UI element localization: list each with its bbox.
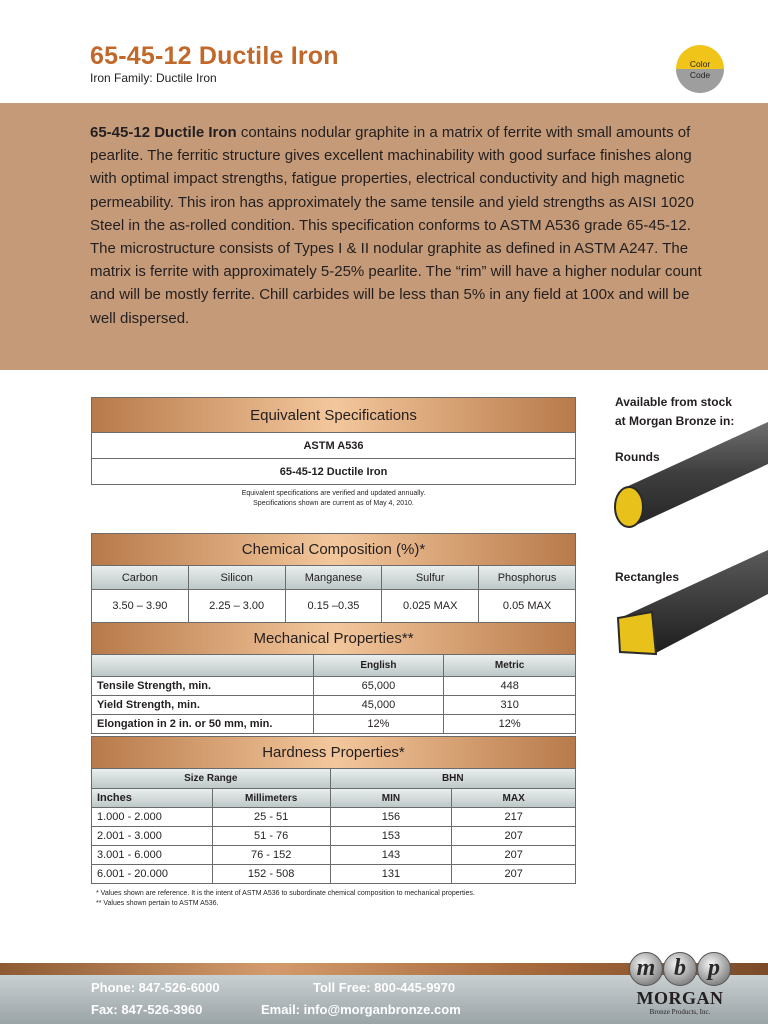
intro-lead: 65-45-12 Ductile Iron bbox=[90, 124, 237, 141]
chemical-composition-table bbox=[91, 533, 576, 623]
table-row bbox=[92, 827, 576, 846]
round-bar-image bbox=[612, 420, 768, 532]
mech-header-blank bbox=[92, 655, 314, 677]
hardness-inches: 2.001 - 3.000 bbox=[92, 827, 213, 846]
hardness-mm: 25 - 51 bbox=[212, 808, 330, 827]
hardness-max: 217 bbox=[452, 808, 576, 827]
mech-row-english: 12% bbox=[313, 715, 444, 734]
hardness-inches: 3.001 - 6.000 bbox=[92, 846, 213, 865]
equivalent-heading: Equivalent Specifications bbox=[92, 398, 576, 433]
chem-header: Silicon bbox=[188, 566, 285, 590]
mech-header-metric: Metric bbox=[444, 655, 576, 677]
hardness-mm: 76 - 152 bbox=[212, 846, 330, 865]
rectangle-bar-image bbox=[612, 542, 768, 666]
chem-value: 2.25 – 3.00 bbox=[188, 590, 285, 623]
morgan-logo bbox=[625, 952, 735, 1022]
mech-row-english: 65,000 bbox=[313, 677, 444, 696]
chem-header: Phosphorus bbox=[479, 566, 576, 590]
stock-line-2: at Morgan Bronze in: bbox=[615, 414, 735, 428]
footer-phone: Phone: 847-526-6000 bbox=[91, 980, 220, 995]
mechanical-heading: Mechanical Properties** bbox=[92, 623, 576, 655]
logo-name: MORGAN bbox=[636, 988, 724, 1008]
intro-paragraph bbox=[90, 121, 710, 330]
chem-header: Manganese bbox=[285, 566, 382, 590]
mech-row-metric: 12% bbox=[444, 715, 576, 734]
footer-email[interactable]: Email: info@morganbronze.com bbox=[261, 1002, 461, 1017]
mechanical-properties-table bbox=[91, 622, 576, 734]
hardness-mm: 152 - 508 bbox=[212, 865, 330, 884]
footnote-2: ** Values shown pertain to ASTM A536. bbox=[96, 900, 219, 907]
hardness-inches: 1.000 - 2.000 bbox=[92, 808, 213, 827]
footer-fax: Fax: 847-526-3960 bbox=[91, 1002, 203, 1017]
hardness-max: 207 bbox=[452, 846, 576, 865]
logo-letter-m: m bbox=[629, 952, 663, 986]
hardness-mm: 51 - 76 bbox=[212, 827, 330, 846]
intro-body: contains nodular graphite in a matrix of ferrite with small amounts of pearlite. The ferritic structure gives excellent machinability with good surface finishes along with optimal impact strengths, fatigue properties, electrical conductivity and high magnetic permeability. This iron has approximately the same tensile and yield strengths as AISI 1020 Steel in the as-rolled condition. This specification conforms to ASTM A536 grade 65-45-12. The microstructure consists of Types I & II nodular graphite as defined in ASTM A247. The matrix is ferrite with approximately 5-25% pearlite. The “rim” will have a higher nodular count and will be mostly ferrite. Chill carbides will be less than 5% in any field at 100x and will be well dispersed. bbox=[90, 124, 702, 327]
mech-row-english: 45,000 bbox=[313, 696, 444, 715]
table-row bbox=[92, 846, 576, 865]
page-subtitle: Iron Family: Ductile Iron bbox=[90, 71, 217, 85]
hardness-min: 143 bbox=[330, 846, 452, 865]
mech-header-english: English bbox=[313, 655, 444, 677]
chemical-heading: Chemical Composition (%)* bbox=[92, 534, 576, 566]
footnote-1: * Values shown are reference. It is the intent of ASTM A536 to subordinate chemical composition to mechanical properties. bbox=[96, 890, 475, 897]
mech-row-label: Tensile Strength, min. bbox=[92, 677, 314, 696]
equivalent-note-1: Equivalent specifications are verified and updated annually. bbox=[241, 490, 426, 497]
chem-header: Sulfur bbox=[382, 566, 479, 590]
stock-line-1: Available from stock bbox=[615, 395, 732, 409]
hardness-max: 207 bbox=[452, 865, 576, 884]
hardness-col-mm: Millimeters bbox=[212, 789, 330, 808]
hardness-min: 131 bbox=[330, 865, 452, 884]
page-title: 65-45-12 Ductile Iron bbox=[90, 42, 339, 70]
chem-value: 3.50 – 3.90 bbox=[92, 590, 189, 623]
equivalent-row: 65-45-12 Ductile Iron bbox=[92, 459, 576, 485]
hardness-min: 153 bbox=[330, 827, 452, 846]
hardness-properties-table bbox=[91, 736, 576, 884]
hardness-heading: Hardness Properties* bbox=[92, 737, 576, 769]
hardness-col-max: MAX bbox=[452, 789, 576, 808]
logo-letter-p: p bbox=[697, 952, 731, 986]
hardness-size-range: Size Range bbox=[92, 769, 331, 789]
table-row bbox=[92, 808, 576, 827]
footer-toll-free: Toll Free: 800-445-9970 bbox=[313, 980, 456, 995]
equivalent-note bbox=[91, 489, 576, 509]
chem-header: Carbon bbox=[92, 566, 189, 590]
intro-band bbox=[0, 103, 768, 370]
equivalent-specifications-table bbox=[91, 397, 576, 485]
stock-label-rectangles: Rectangles bbox=[615, 570, 680, 584]
table-row bbox=[92, 865, 576, 884]
equivalent-note-2: Specifications shown are current as of May 4, 2010. bbox=[253, 500, 414, 507]
color-code-label-2: Code bbox=[689, 70, 711, 80]
mech-row-label: Elongation in 2 in. or 50 mm, min. bbox=[92, 715, 314, 734]
chem-value: 0.025 MAX bbox=[382, 590, 479, 623]
mech-row-metric: 448 bbox=[444, 677, 576, 696]
hardness-bhn: BHN bbox=[330, 769, 575, 789]
hardness-col-inches: Inches bbox=[92, 789, 213, 808]
logo-subtitle: Bronze Products, Inc. bbox=[649, 1008, 711, 1016]
mech-row-metric: 310 bbox=[444, 696, 576, 715]
chem-value: 0.05 MAX bbox=[479, 590, 576, 623]
color-code-label-1: Color bbox=[689, 59, 711, 69]
hardness-max: 207 bbox=[452, 827, 576, 846]
footnotes bbox=[96, 889, 475, 909]
hardness-col-min: MIN bbox=[330, 789, 452, 808]
hardness-min: 156 bbox=[330, 808, 452, 827]
hardness-inches: 6.001 - 20.000 bbox=[92, 865, 213, 884]
mech-row-label: Yield Strength, min. bbox=[92, 696, 314, 715]
chem-value: 0.15 –0.35 bbox=[285, 590, 382, 623]
logo-letter-b: b bbox=[663, 952, 697, 986]
stock-label-rounds: Rounds bbox=[615, 450, 660, 464]
equivalent-row: ASTM A536 bbox=[92, 433, 576, 459]
color-code-badge bbox=[676, 45, 724, 93]
